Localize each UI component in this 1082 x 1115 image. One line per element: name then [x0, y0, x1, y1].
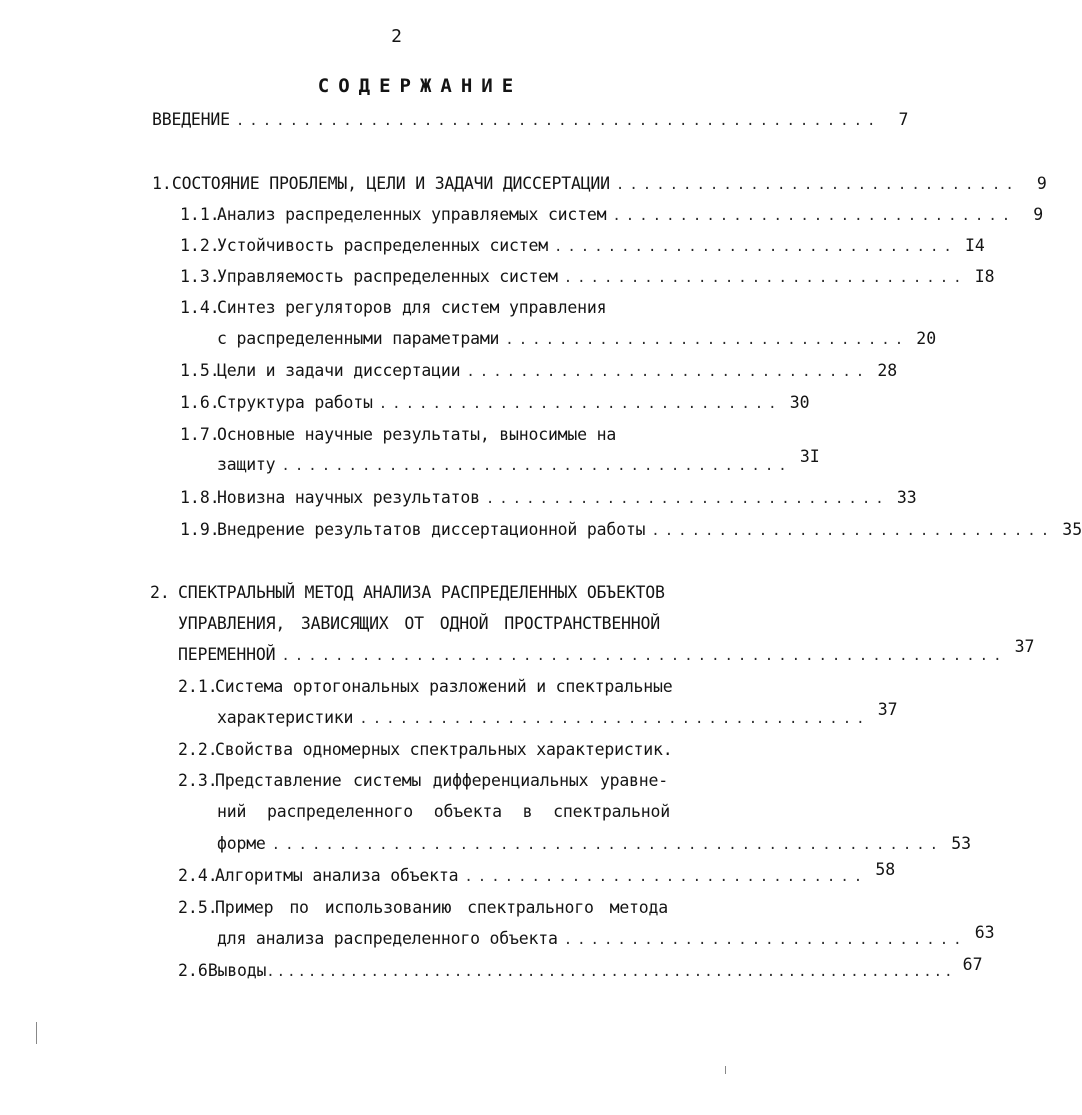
entry-number: 1.7.	[180, 425, 220, 444]
toc-entry-1-5	[180, 361, 898, 383]
entry-number: 1.1.	[180, 205, 220, 224]
toc-entry-2-5	[178, 898, 672, 920]
toc-entry-1-9	[180, 520, 1082, 542]
dot-leader: ..............................	[612, 208, 1016, 224]
toc-entry-chapter-2-cont2	[178, 637, 1035, 667]
entry-text: Пример по использованию спектрального метода	[215, 898, 668, 917]
entry-text: СОСТОЯНИЕ ПРОБЛЕМЫ, ЦЕЛИ И ЗАДАЧИ ДИССЕРТАЦИИ	[171, 174, 610, 193]
dot-leader: ..............................	[615, 177, 1019, 193]
toc-entry-chapter-2-cont	[178, 614, 662, 636]
dot-leader: ..................................................................	[266, 964, 955, 980]
entry-text: ВВЕДЕНИЕ	[152, 110, 230, 129]
dot-leader: ..................................................	[271, 837, 944, 853]
entry-text: Цели и задачи диссертации	[217, 361, 461, 380]
dot-leader: ..............................	[563, 932, 967, 948]
scan-mark	[725, 1066, 726, 1074]
entry-number: 1.	[152, 174, 172, 193]
dot-leader: ..............................	[553, 239, 957, 255]
toc-entry-2-3-cont2	[217, 834, 972, 856]
entry-text: Алгоритмы анализа объекта	[215, 866, 459, 885]
entry-page: 7	[898, 110, 909, 129]
entry-text: УПРАВЛЕНИЯ, ЗАВИСЯЩИХ ОТ ОДНОЙ ПРОСТРАНСТВЕННОЙ	[178, 614, 660, 633]
entry-page: 30	[789, 393, 810, 412]
toc-entry-1-8	[180, 488, 917, 510]
toc-entry-2-2	[178, 740, 678, 762]
toc-entry-1-1	[180, 205, 1044, 227]
entry-text: защиту	[217, 455, 276, 474]
entry-text: характеристики	[217, 708, 354, 727]
entry-page: 58	[875, 860, 896, 879]
entry-number: 2.2.	[178, 740, 218, 759]
entry-page: 67	[962, 955, 983, 974]
dot-leader: ................................................	[235, 113, 881, 129]
entry-text: Анализ распределенных управляемых систем	[217, 205, 607, 224]
entry-page: 9	[1036, 174, 1047, 193]
dot-leader: ..............................	[505, 332, 909, 348]
entry-text: СПЕКТРАЛЬНЫЙ МЕТОД АНАЛИЗА РАСПРЕДЕЛЕННЫХ ОБЪЕКТОВ	[178, 583, 665, 602]
entry-page: 63	[974, 923, 995, 942]
entry-text: Синтез регуляторов для систем управления	[217, 298, 607, 317]
entry-text: Внедрение результатов диссертационной работы	[217, 520, 646, 539]
entry-number: 1.3.	[180, 267, 220, 286]
toc-entry-1-6	[180, 393, 810, 415]
toc-entry-1-4	[180, 298, 688, 320]
toc-entry-intro	[152, 110, 909, 132]
entry-number: 1.9.	[180, 520, 220, 539]
dot-leader: ..............................	[378, 396, 782, 412]
toc-entry-2-3-cont	[217, 802, 672, 824]
entry-page: 3I	[799, 447, 820, 466]
toc-entry-chapter-2	[150, 583, 670, 605]
entry-page: 35	[1062, 520, 1082, 539]
entry-page: I8	[974, 267, 995, 286]
entry-number: 2.5.	[178, 898, 218, 917]
entry-text: ний распределенного объекта в спектральной	[217, 802, 670, 821]
entry-number: 2.	[150, 583, 170, 602]
entry-text: Управляемость распределенных систем	[217, 267, 558, 286]
toc-entry-1-4-cont	[217, 329, 937, 351]
entry-text: Система ортогональных разложений и спектральные	[215, 677, 673, 696]
dot-leader: ......................................	[281, 458, 792, 474]
toc-title: СОДЕРЖАНИЕ	[317, 75, 523, 97]
entry-text: Выводы	[207, 961, 267, 980]
toc-entry-chapter-1	[152, 174, 1047, 196]
entry-text: ПЕРЕМЕННОЙ	[178, 645, 276, 664]
dot-leader: ..............................	[464, 869, 868, 885]
dot-leader: ......................................................	[281, 648, 1007, 664]
entry-number: 1.4.	[180, 298, 220, 317]
entry-page: 53	[951, 834, 972, 853]
entry-number: 1.2.	[180, 236, 220, 255]
entry-text: Структура работы	[217, 393, 373, 412]
entry-number: 1.6.	[180, 393, 220, 412]
toc-entry-2-1-cont	[217, 700, 898, 730]
dot-leader: ..............................	[485, 491, 889, 507]
entry-text: форме	[217, 834, 266, 853]
entry-page: 37	[877, 700, 898, 719]
entry-page: 20	[916, 329, 937, 348]
dot-leader: ..............................	[651, 523, 1055, 539]
dot-leader: ..............................	[563, 270, 967, 286]
toc-entry-2-6	[178, 955, 983, 983]
page-number: 2	[391, 26, 402, 47]
entry-number: 2.1.	[178, 677, 218, 696]
entry-page: 33	[896, 488, 917, 507]
dot-leader: ......................................	[359, 711, 870, 727]
entry-number: 1.8.	[180, 488, 220, 507]
entry-text: Новизна научных результатов	[217, 488, 480, 507]
entry-text: с распределенными параметрами	[217, 329, 500, 348]
entry-number: 2.6	[178, 961, 208, 980]
entry-text: Основные научные результаты, выносимые на	[217, 425, 617, 444]
toc-entry-2-3	[178, 771, 672, 793]
dot-leader: ..............................	[466, 364, 870, 380]
scan-mark	[36, 1022, 37, 1044]
entry-text: для анализа распределенного объекта	[217, 929, 558, 948]
toc-entry-1-3	[180, 267, 995, 289]
entry-number: 1.5.	[180, 361, 220, 380]
toc-entry-2-1	[178, 677, 672, 699]
toc-entry-2-4	[178, 860, 896, 888]
entry-page: 28	[877, 361, 898, 380]
entry-page: 9	[1033, 205, 1044, 224]
toc-entry-2-5-cont	[217, 923, 995, 951]
entry-number: 2.3.	[178, 771, 218, 790]
entry-text: Представление системы дифференциальных уравне-	[215, 771, 668, 790]
entry-number: 2.4.	[178, 866, 218, 885]
toc-entry-1-7	[180, 425, 688, 447]
entry-text: Свойства одномерных спектральных характеристик.	[215, 740, 673, 759]
toc-entry-1-7-cont	[217, 447, 820, 477]
entry-page: I4	[964, 236, 985, 255]
entry-text: Устойчивость распределенных систем	[217, 236, 548, 255]
toc-entry-1-2	[180, 236, 985, 258]
entry-page: 37	[1014, 637, 1035, 656]
